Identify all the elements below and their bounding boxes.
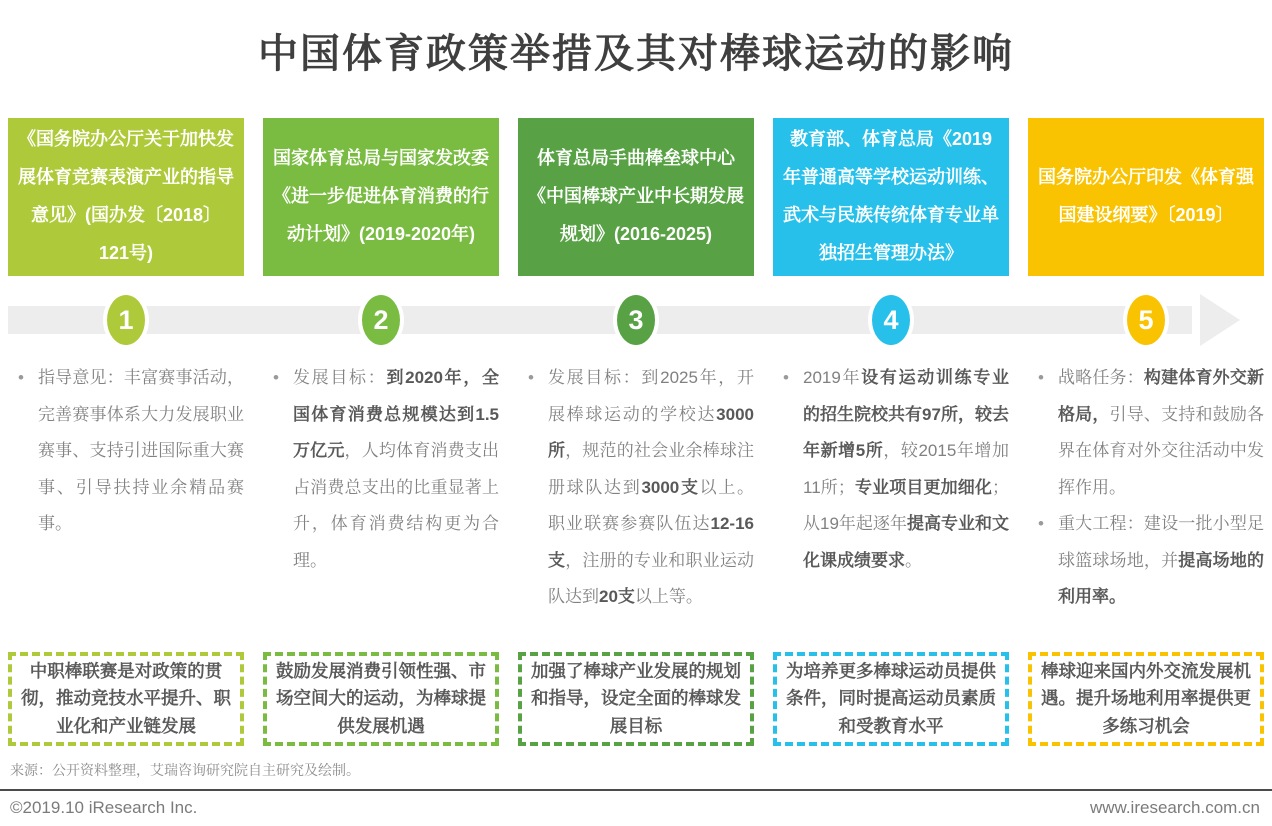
impact-box-4: 为培养更多棒球运动员提供条件，同时提高运动员素质和受教育水平: [773, 652, 1009, 746]
step-circle-2: 2: [358, 291, 404, 349]
impact-box-2: 鼓励发展消费引领性强、市场空间大的运动，为棒球提供发展机遇: [263, 652, 499, 746]
policy-row: [8, 118, 1264, 276]
detail-item: • 重大工程：建设一批小型足球篮球场地，并提高场地的利用率。: [1028, 506, 1264, 616]
website-url: www.iresearch.com.cn: [1089, 798, 1260, 817]
copyright-text: ©2019.10 iResearch Inc.: [10, 798, 198, 817]
timeline-circles: [8, 290, 1264, 350]
details-col-4: [773, 360, 1009, 616]
detail-item: • 发展目标：到2025年，开展棒球运动的学校达3000所，规范的社会业余棒球注册球队达到3000支以上。职业联赛参赛队伍达12-16支，注册的专业和职业运动队达到20支以上等。: [518, 360, 754, 616]
detail-item: • 指导意见：丰富赛事活动，完善赛事体系大力发展职业赛事、支持引进国际重大赛事、引导扶持业余精品赛事。: [8, 360, 244, 543]
policy-box-4: 教育部、体育总局《2019年普通高等学校运动训练、武术与民族传统体育专业单独招生管理办法》: [773, 118, 1009, 276]
details-col-1: [8, 360, 244, 616]
step-circle-5: 5: [1123, 291, 1169, 349]
details-col-3: [518, 360, 754, 616]
details-row: [8, 360, 1264, 616]
timeline: [8, 290, 1264, 350]
policy-box-5: 国务院办公厅印发《体育强国建设纲要》〔2019〕: [1028, 118, 1264, 276]
source-note: 来源：公开资料整理，艾瑞咨询研究院自主研究及绘制。: [10, 762, 360, 778]
impact-box-1: 中职棒联赛是对政策的贯彻，推动竞技水平提升、职业化和产业链发展: [8, 652, 244, 746]
impact-row: [8, 652, 1264, 746]
policy-box-2: 国家体育总局与国家发改委《进一步促进体育消费的行动计划》(2019-2020年): [263, 118, 499, 276]
step-circle-1: 1: [103, 291, 149, 349]
details-col-2: [263, 360, 499, 616]
detail-item: • 2019年设有运动训练专业的招生院校共有97所，较去年新增5所，较2015年增加11所；专业项目更加细化；从19年起逐年提高专业和文化课成绩要求。: [773, 360, 1009, 579]
step-circle-4: 4: [868, 291, 914, 349]
page-title: 中国体育政策举措及其对棒球运动的影响: [258, 32, 1014, 76]
footer: [10, 798, 1260, 818]
detail-item: • 发展目标：到2020年，全国体育消费总规模达到1.5万亿元，人均体育消费支出占消费总支出的比重显著上升，体育消费结构更为合理。: [263, 360, 499, 579]
impact-box-3: 加强了棒球产业发展的规划和指导，设定全面的棒球发展目标: [518, 652, 754, 746]
details-col-5: [1028, 360, 1264, 616]
detail-item: • 战略任务：构建体育外交新格局，引导、支持和鼓励各界在体育对外交往活动中发挥作用。: [1028, 360, 1264, 506]
step-circle-3: 3: [613, 291, 659, 349]
policy-box-3: 体育总局手曲棒垒球中心《中国棒球产业中长期发展规划》(2016-2025): [518, 118, 754, 276]
footer-divider: [0, 789, 1272, 791]
policy-box-1: 《国务院办公厅关于加快发展体育竞赛表演产业的指导意见》(国办发〔2018〕121号): [8, 118, 244, 276]
impact-box-5: 棒球迎来国内外交流发展机遇。提升场地利用率提供更多练习机会: [1028, 652, 1264, 746]
